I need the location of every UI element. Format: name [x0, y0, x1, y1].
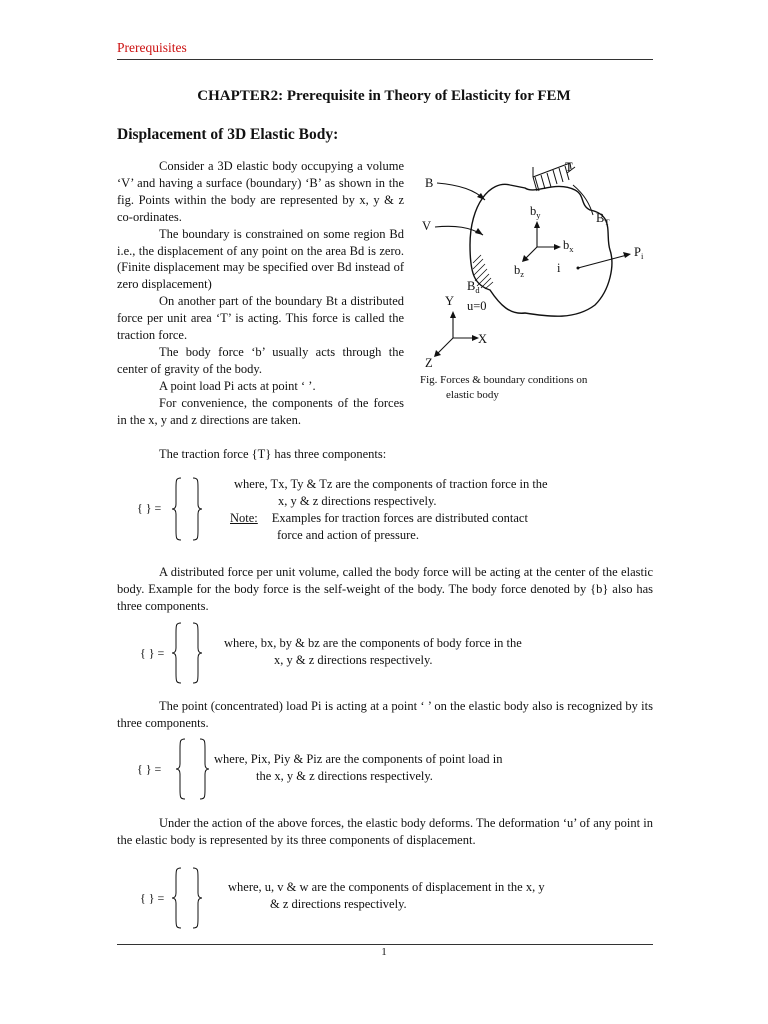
figure-caption-line: elastic body — [446, 389, 499, 401]
displacement-paragraph — [117, 815, 653, 849]
body-force-paragraph — [117, 564, 653, 615]
label-by: $b_y$ — [530, 204, 541, 220]
point-load-where-line: the x, y & z directions respectively. — [256, 769, 433, 783]
body-force-vector-lhs: { } = — [140, 646, 165, 660]
point-load-where-line: where, Pix, Piy & Piz are the components of point load in — [214, 752, 503, 766]
traction-where-line: where, Tx, Ty & Tz are the components of traction force in the — [234, 477, 548, 491]
label-u0: u=0 — [467, 299, 487, 313]
body-force-where-line: where, bx, by & bz are the components of body force in the — [224, 636, 522, 650]
header-rule — [117, 59, 653, 60]
global-axes — [437, 315, 475, 354]
label-v: V — [422, 219, 432, 233]
running-header: Prerequisites — [117, 40, 187, 55]
v-arrow — [435, 226, 483, 235]
b-arrow — [437, 183, 485, 200]
intro-paragraph: A point load Pi acts at point ‘ ’. — [159, 378, 316, 393]
fixed-boundary-hatch — [473, 255, 493, 289]
displacement-text: Under the action of the above forces, the elastic body deforms. The deformation ‘u’ of any point in the elastic body is represented by its three components of displacement. — [117, 816, 653, 847]
label-bd: $B_d$ — [467, 279, 480, 295]
label-bt: $B_T$ — [596, 211, 610, 227]
note-line: force and action of pressure. — [277, 528, 419, 542]
label-bx: $b_x$ — [563, 238, 574, 254]
chapter-title: CHAPTER2: Prerequisite in Theory of Elasticity for FEM — [197, 88, 571, 104]
section-title: Displacement of 3D Elastic Body: — [117, 126, 339, 143]
displacement-where — [228, 879, 545, 913]
label-bz: $b_z$ — [514, 263, 525, 279]
label-y-axis: Y — [445, 294, 455, 308]
footer-rule — [117, 944, 653, 945]
body-force-text: A distributed force per unit volume, called the body force will be acting at the center of the elastic body. Example for the body force is the self-weight of the body. The body force denoted by {b} also has three components. — [117, 565, 653, 613]
intro-paragraph: The body force ‘b’ usually acts through the center of gravity of the body. — [117, 344, 404, 376]
body-force-where-line: x, y & z directions respectively. — [274, 653, 433, 667]
traction-intro: The traction force {T} has three components: — [159, 447, 387, 461]
traction-where-line: x, y & z directions respectively. — [278, 494, 437, 508]
point-load-paragraph — [117, 698, 653, 732]
displacement-vector-lhs: { } = — [140, 891, 165, 905]
label-x-axis: X — [478, 332, 488, 346]
body-force-where — [224, 635, 522, 669]
point-load-where — [214, 751, 503, 785]
point-load-text: The point (concentrated) load Pi is acting at a point ‘ ’ on the elastic body also is recognized by its three components. — [117, 699, 653, 730]
displacement-braces — [172, 866, 204, 930]
traction-where — [234, 476, 548, 510]
intro-paragraph: Consider a 3D elastic body occupying a volume ‘V’ and having a surface (boundary) ‘B’ as shown in the fig. Points within the body are represented by x, y & z co-ordinates. — [117, 159, 404, 224]
note-label: Note: — [230, 511, 258, 525]
page-number: 1 — [381, 946, 387, 958]
intro-text — [117, 158, 404, 429]
elastic-body-outline — [470, 184, 612, 316]
intro-paragraph: On another part of the boundary Bt a distributed force per unit area ‘T’ is acting. This force is called the traction force. — [117, 294, 404, 343]
point-load-line — [578, 255, 627, 268]
intro-paragraph: For convenience, the components of the forces in the x, y and z directions are taken. — [117, 395, 404, 427]
label-t: T — [565, 160, 573, 174]
traction-vector-lhs: { } = — [137, 501, 162, 515]
point-load-braces — [176, 737, 210, 801]
figure-caption — [420, 373, 587, 403]
note-line: Examples for traction forces are distributed contact — [271, 511, 528, 525]
traction-note — [230, 510, 528, 544]
elastic-body-figure — [415, 155, 660, 370]
point-load-vector-lhs: { } = — [137, 762, 162, 776]
label-i: i — [557, 261, 561, 275]
figure-caption-line: Fig. Forces & boundary conditions on — [420, 374, 588, 386]
label-z-axis: Z — [425, 356, 433, 370]
displacement-where-line: & z directions respectively. — [270, 897, 407, 911]
label-b: B — [425, 176, 434, 190]
label-pi: $P_i$ — [634, 245, 644, 261]
traction-vector-braces — [172, 476, 204, 542]
displacement-where-line: where, u, v & w are the components of displacement in the x, y — [228, 880, 545, 894]
body-force-braces — [172, 621, 204, 685]
body-force-axes — [525, 225, 557, 259]
intro-paragraph: The boundary is constrained on some region Bd i.e., the displacement of any point on the area Bd is zero. (Finite displacement may be specified over Bd instead of zero displacement) — [117, 226, 404, 292]
